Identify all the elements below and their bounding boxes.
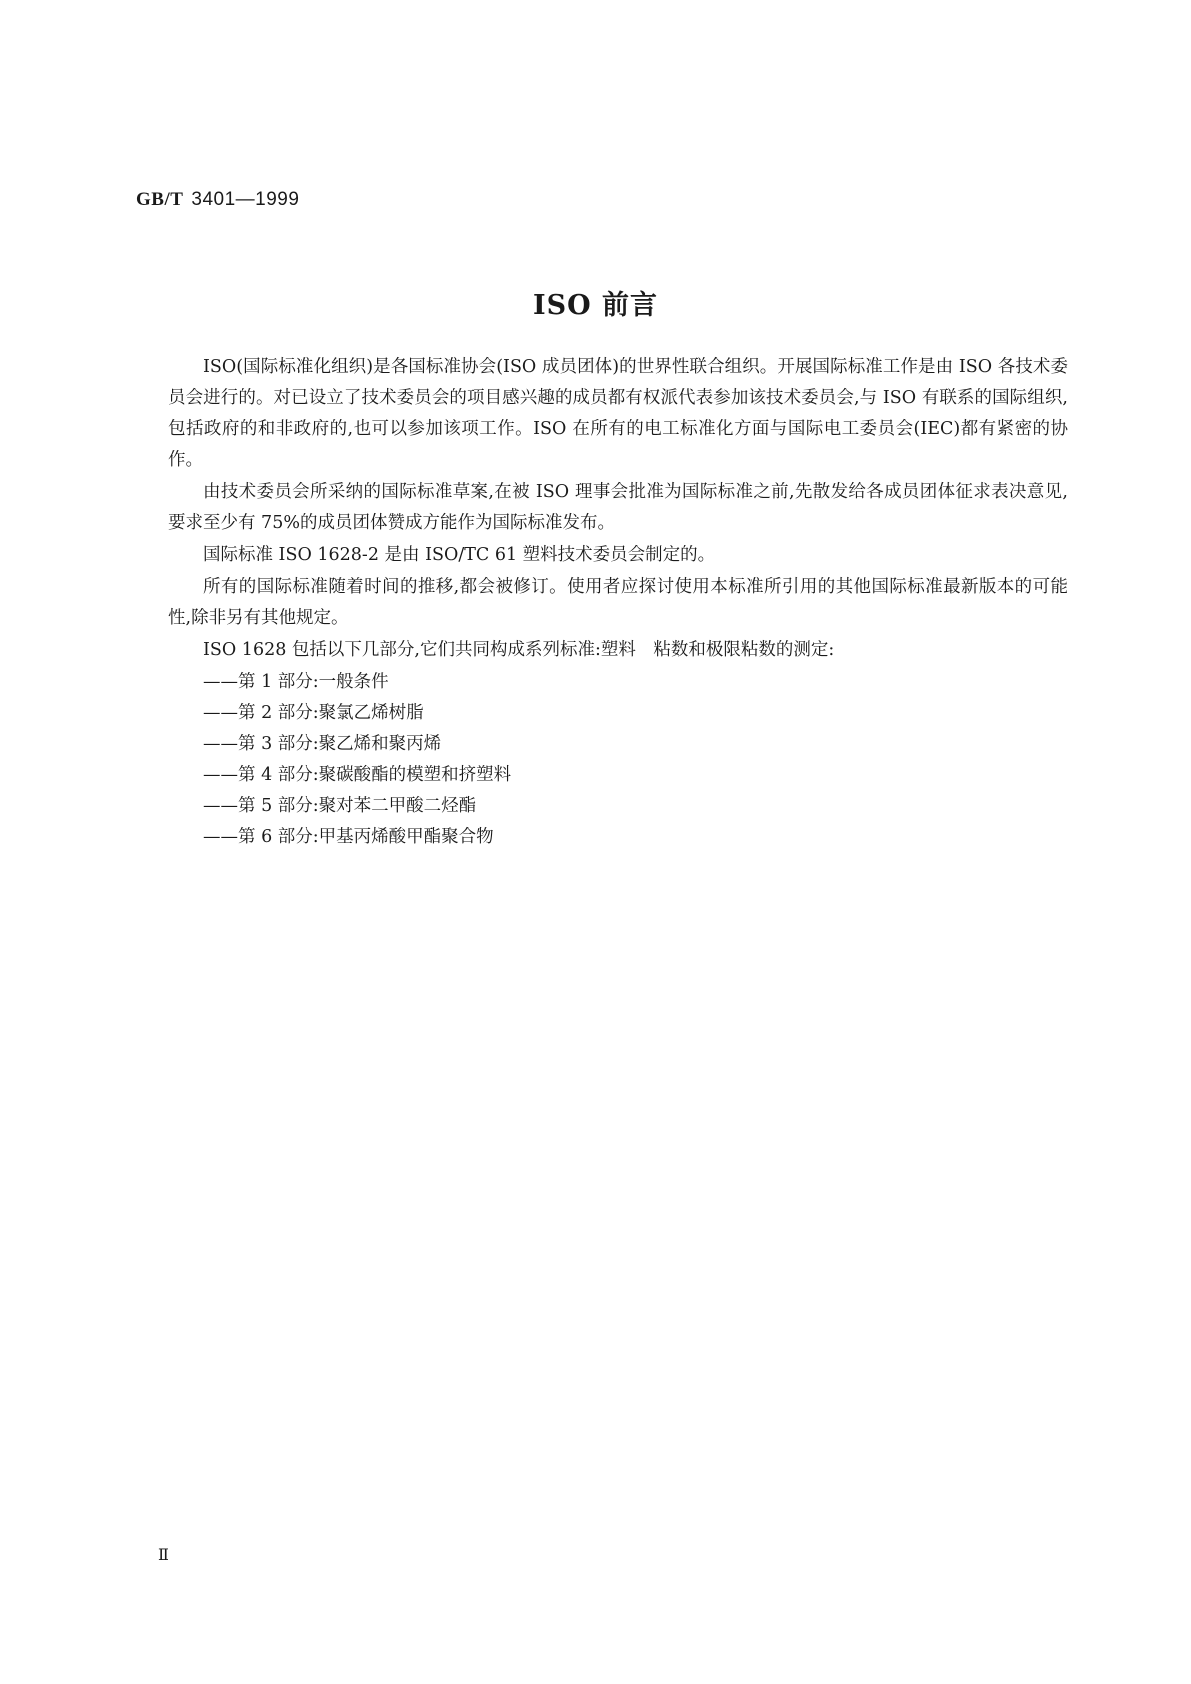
- list-item: ——第 4 部分:聚碳酸酯的模塑和挤塑料: [203, 765, 512, 785]
- list-item: ——第 2 部分:聚氯乙烯树脂: [203, 703, 424, 723]
- paragraph-voting: 由技术委员会所采纳的国际标准草案,在被 ISO 理事会批准为国际标准之前,先散发给各成员团体征求表决意见,要求至少有 75%的成员团体赞成方能作为国际标准发布。: [168, 482, 1068, 533]
- page-title: ISO 前言: [532, 290, 659, 321]
- standard-code: GB/T: [136, 189, 184, 210]
- standard-number: 3401—1999: [191, 189, 300, 210]
- parts-list: [168, 667, 1068, 853]
- list-item: ——第 1 部分:一般条件: [203, 672, 389, 692]
- page-number: Ⅱ: [158, 1545, 169, 1564]
- document-header: [136, 188, 299, 211]
- paragraph-series: ISO 1628 包括以下几部分,它们共同构成系列标准:塑料 粘数和极限粘数的测定:: [203, 640, 835, 660]
- document-body: [168, 352, 1068, 853]
- list-item: ——第 3 部分:聚乙烯和聚丙烯: [203, 734, 442, 754]
- list-item: ——第 5 部分:聚对苯二甲酸二烃酯: [203, 796, 477, 816]
- paragraph-iso-intro: ISO(国际标准化组织)是各国标准协会(ISO 成员团体)的世界性联合组织。开展国际标准工作是由 ISO 各技术委员会进行的。对已设立了技术委员会的项目感兴趣的成员都有权派代表参加该技术委员会,与 ISO 有联系的国际组织,包括政府的和非政府的,也可以参加该项工作。ISO 在所有的电工标准化方面与国际电工委员会(IEC)都有紧密的协作。: [168, 357, 1068, 470]
- paragraph-revision: 所有的国际标准随着时间的推移,都会被修订。使用者应探讨使用本标准所引用的其他国际标准最新版本的可能性,除非另有其他规定。: [168, 577, 1068, 628]
- paragraph-committee: 国际标准 ISO 1628-2 是由 ISO/TC 61 塑料技术委员会制定的。: [203, 545, 716, 565]
- list-item: ——第 6 部分:甲基丙烯酸甲酯聚合物: [203, 827, 494, 847]
